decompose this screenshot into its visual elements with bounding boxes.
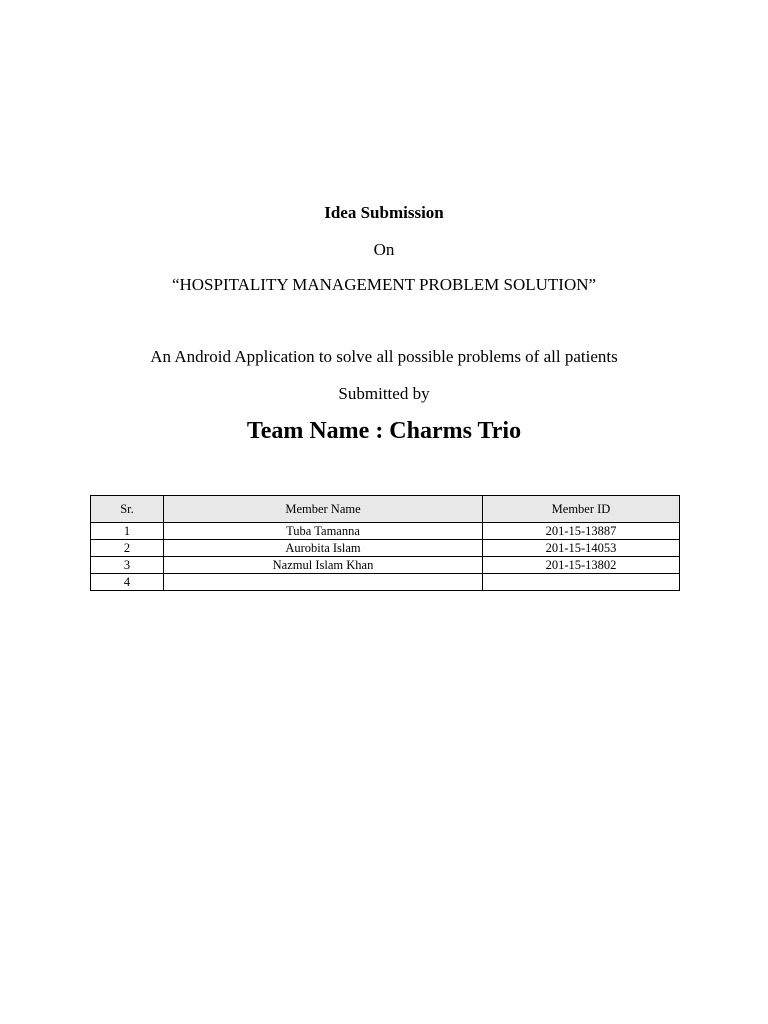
cell-member-id: 201-15-14053 xyxy=(483,540,680,557)
column-header-member-name: Member Name xyxy=(164,496,483,523)
cell-sr: 1 xyxy=(91,523,164,540)
members-table xyxy=(90,495,680,591)
table-row xyxy=(91,523,680,540)
project-title: “HOSPITALITY MANAGEMENT PROBLEM SOLUTION” xyxy=(171,275,597,294)
cell-member-name: Aurobita Islam xyxy=(164,540,483,557)
cell-sr: 4 xyxy=(91,574,164,591)
team-name: Team Name : Charms Trio xyxy=(246,418,522,444)
cell-member-id xyxy=(483,574,680,591)
table-row xyxy=(91,574,680,591)
cell-sr: 2 xyxy=(91,540,164,557)
document-on-label: On xyxy=(373,240,395,259)
table-row xyxy=(91,557,680,574)
document-heading: Idea Submission xyxy=(324,203,444,222)
cell-sr: 3 xyxy=(91,557,164,574)
cell-member-id: 201-15-13887 xyxy=(483,523,680,540)
project-description: An Android Application to solve all possible problems of all patients xyxy=(150,347,618,366)
cell-member-name: Nazmul Islam Khan xyxy=(164,557,483,574)
cell-member-id: 201-15-13802 xyxy=(483,557,680,574)
table-row xyxy=(91,540,680,557)
column-header-sr: Sr. xyxy=(91,496,164,523)
column-header-member-id: Member ID xyxy=(483,496,680,523)
table-header-row xyxy=(91,496,680,523)
cell-member-name xyxy=(164,574,483,591)
submitted-by-label: Submitted by xyxy=(338,384,430,403)
cell-member-name: Tuba Tamanna xyxy=(164,523,483,540)
